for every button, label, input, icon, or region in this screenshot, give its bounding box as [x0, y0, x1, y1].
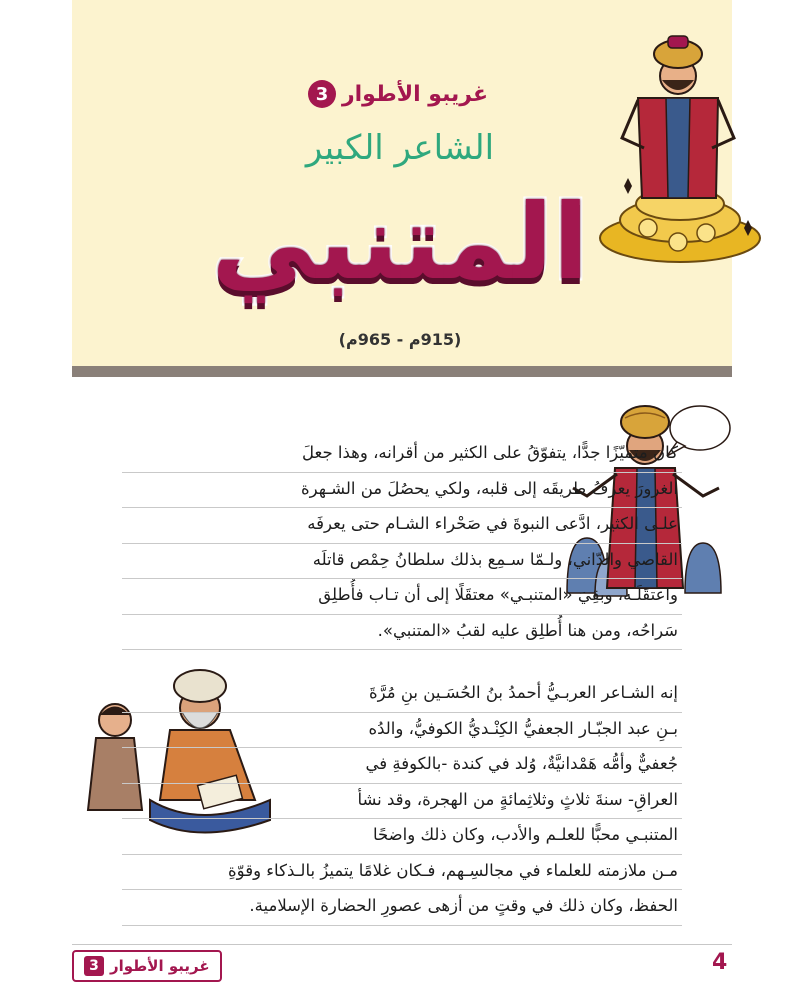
- paragraph-2-line: مـن ملازمته للعلماء في مجالسِـهم، فـكان غلامًا يتميزُ بالـذكاء وقوّةِ: [122, 855, 682, 891]
- paragraph-1-line: علـى الكثير، ادَّعى النبوةَ في صَحْراء الشـام حتى يعرفَه: [122, 508, 682, 544]
- page-title: المتنبي: [211, 181, 589, 303]
- subtitle: الشاعر الكبير: [305, 128, 495, 168]
- footer-series-number: 3: [84, 956, 104, 976]
- paragraph-2-line: جُعفيٌّ وأمُّه هَمْدانيَّةٌ، وُلد في كندة -بالكوفةِ في: [122, 748, 682, 784]
- header-divider: [72, 366, 732, 377]
- paragraph-2-line: العراقِ- سنةَ ثلاثٍ وثلاثِمائةٍ من الهجرة، وقد نشأ: [122, 784, 682, 820]
- paragraph-2-line: إنه الشـاعر العربـيُّ أحمدُ بنُ الحُسَـين بنِ مُرَّةَ: [122, 677, 682, 713]
- page-number: 4: [712, 950, 728, 975]
- paragraph-2: [122, 677, 682, 926]
- paragraph-1: [122, 437, 682, 650]
- paragraph-2-line: الحفظ، وكان ذلك في وقتٍ من أزهى عصورِ الحضارة الإسلامية.: [122, 890, 682, 926]
- series-badge: [306, 78, 490, 110]
- paragraph-1-line: كان متميّزًا جدًّا، يتفوّقُ على الكثير من أقرانه، وهذا جعلَ: [122, 437, 682, 473]
- life-dates: (915م - 965م): [338, 330, 462, 349]
- paragraph-1-line: سَراحُه، ومن هنا أُطلِق عليه لقبُ «المتنبي».: [122, 615, 682, 651]
- footer-series-badge: [72, 950, 222, 982]
- footer-divider: [72, 944, 732, 945]
- footer-series-title: غريبو الأطوار: [110, 957, 210, 975]
- paragraph-2-line: بـنِ عبد الجبّـار الجعفيُّ الكِنْـديُّ الكوفيُّ، والدُه: [122, 713, 682, 749]
- paragraph-2-line: المتنبـي محبًّا للعلـم والأدب، وكان ذلك واضحًا: [122, 819, 682, 855]
- paragraph-1-line: الغرورَ يعرفُ طريقَه إلى قلبه، ولكي يحصُلَ من الشـهرة: [122, 473, 682, 509]
- series-title: غريبو الأطوار: [341, 81, 489, 107]
- paragraph-1-line: القاصي والدّاني، ولـمّا سـمِع بذلك سلطانُ حِمْص قاتلَه: [122, 544, 682, 580]
- paragraph-1-line: واعتقَلَـه، وبقِيَ «المتنبـي» معتقَلًا إلى أن تـاب فأُطلِق: [122, 579, 682, 615]
- poet-on-gold-illustration: [588, 28, 763, 266]
- series-number: 3: [308, 80, 336, 108]
